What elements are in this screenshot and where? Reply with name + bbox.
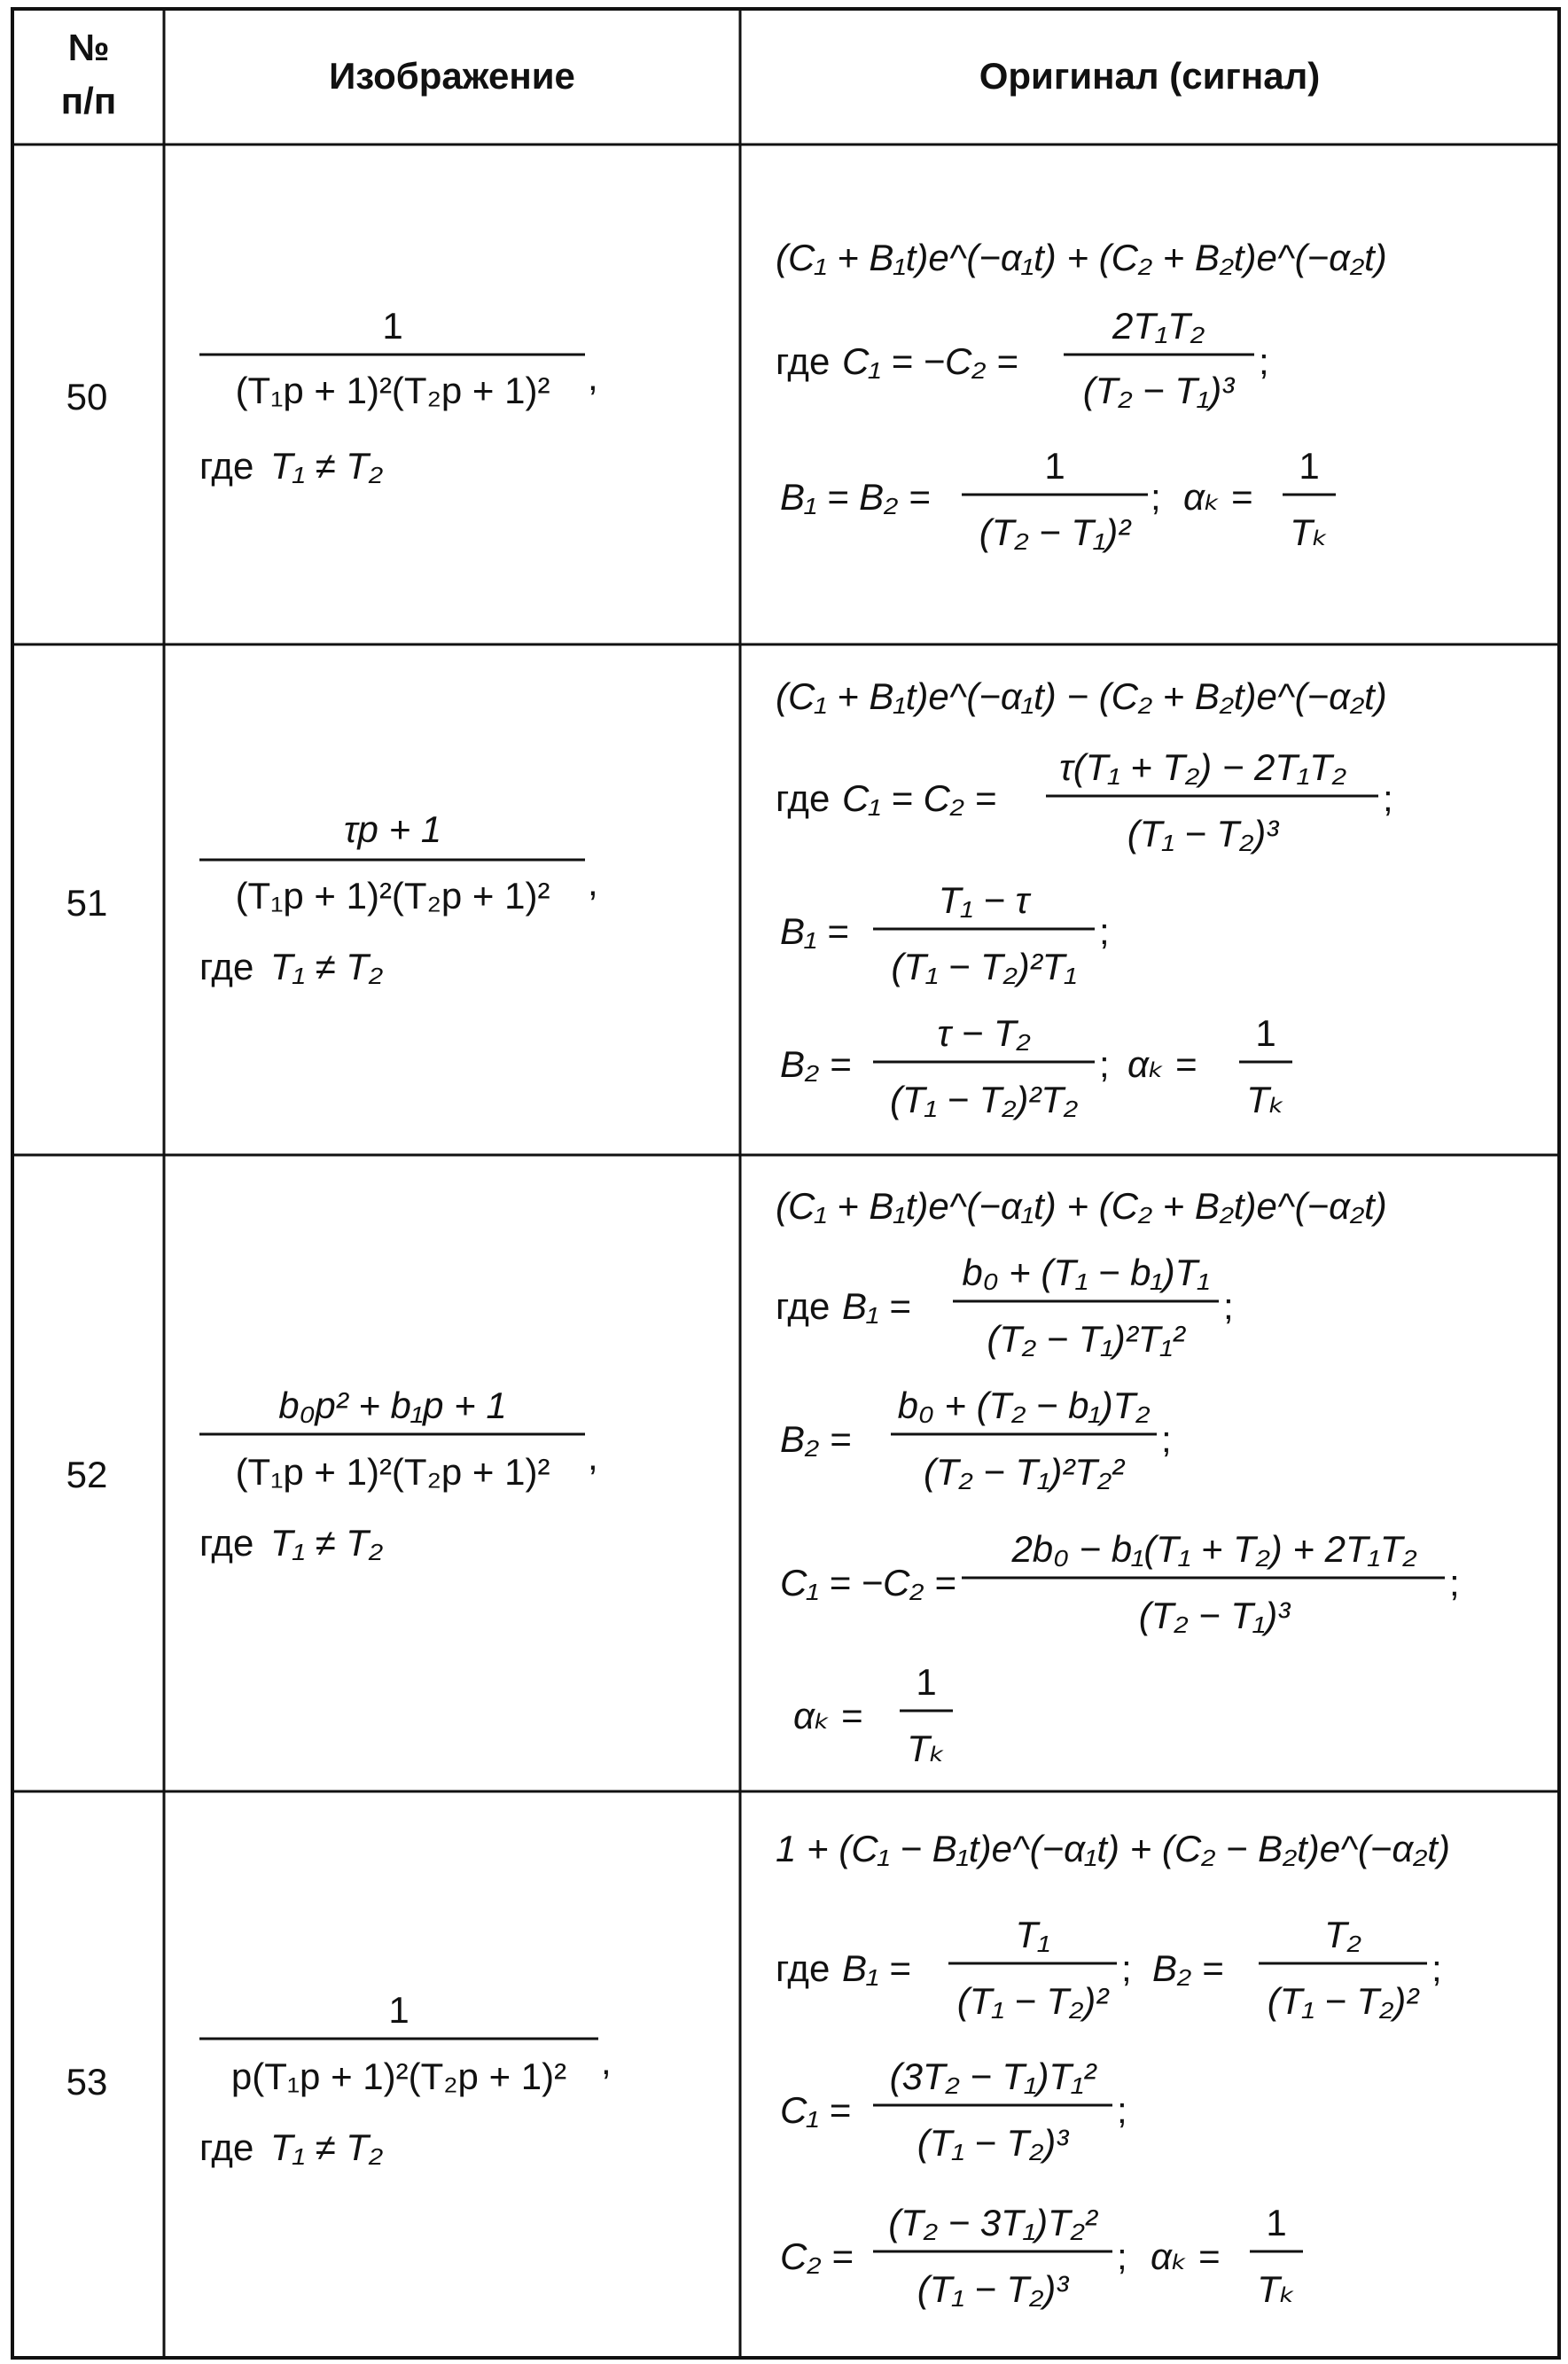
comma: ,: [588, 356, 598, 398]
c2-numerator: (T₂ − 3T₁)T₂²: [888, 2202, 1097, 2243]
c1-numerator: (3T₂ − T₁)T₁²: [889, 2056, 1096, 2097]
c-denominator: (T₂ − T₁)³: [1138, 1595, 1291, 1636]
table-row: [66, 1828, 1450, 2310]
condition: T₁ ≠ T₂: [270, 2126, 383, 2168]
c-lhs: C₁ = −C₂ =: [780, 1562, 956, 1603]
semicolon: ;: [1223, 1285, 1234, 1327]
alpha-lhs: αₖ =: [1183, 476, 1253, 518]
alpha-denominator: Tₖ: [1257, 2268, 1296, 2310]
b1-denominator: (T₂ − T₁)²T₁²: [987, 1318, 1185, 1360]
b2-lhs: B₂ =: [780, 1418, 852, 1460]
table-row: [66, 675, 1393, 1120]
where-word: где: [199, 445, 254, 487]
c-numerator: 2b₀ − b₁(T₁ + T₂) + 2T₁T₂: [1011, 1528, 1417, 1570]
c-lhs: C₁ = −C₂ =: [842, 340, 1018, 382]
b2-denominator: (T₁ − T₂)²T₂: [889, 1079, 1079, 1120]
condition: T₁ ≠ T₂: [270, 445, 383, 487]
image-numerator: τp + 1: [343, 808, 442, 850]
image-denominator: (T₁p + 1)²(T₂p + 1)²: [235, 370, 550, 411]
b2-numerator: τ − T₂: [937, 1012, 1031, 1054]
comma: ,: [588, 1436, 598, 1478]
b1-denominator: (T₁ − T₂)²: [956, 1980, 1109, 2022]
condition: T₁ ≠ T₂: [270, 1522, 383, 1564]
where-word: где: [776, 777, 831, 819]
b1-numerator: b₀ + (T₁ − b₁)T₁: [962, 1252, 1210, 1293]
b1-numerator: T₁: [1015, 1914, 1050, 1955]
alpha-lhs: αₖ =: [1127, 1043, 1197, 1085]
b2-denominator: (T₁ − T₂)²: [1267, 1980, 1419, 2022]
image-numerator: 1: [388, 1989, 410, 2031]
alpha-numerator: 1: [1255, 1012, 1276, 1054]
b-numerator: 1: [1044, 445, 1065, 487]
original-main: (C₁ + B₁t)e^(−α₁t) + (C₂ + B₂t)e^(−α₂t): [776, 237, 1387, 278]
b2-numerator: b₀ + (T₂ − b₁)T₂: [897, 1385, 1151, 1426]
c1-denominator: (T₁ − T₂)³: [917, 2122, 1069, 2164]
header-image: Изображение: [329, 55, 575, 97]
header-number-sign: №: [67, 27, 110, 68]
alpha-numerator: 1: [1266, 2202, 1287, 2243]
alpha-denominator: Tₖ: [1290, 511, 1329, 553]
original-main: (C₁ + B₁t)e^(−α₁t) + (C₂ + B₂t)e^(−α₂t): [776, 1185, 1387, 1227]
semicolon: ;: [1099, 910, 1110, 952]
semicolon: ;: [1383, 777, 1393, 819]
original-main: (C₁ + B₁t)e^(−α₁t) − (C₂ + B₂t)e^(−α₂t): [776, 675, 1387, 717]
semicolon: ;: [1259, 340, 1269, 382]
condition: T₁ ≠ T₂: [270, 946, 383, 987]
b1-numerator: T₁ − τ: [938, 879, 1030, 921]
semicolon: ;: [1099, 1043, 1110, 1085]
c-denominator: (T₂ − T₁)³: [1082, 370, 1235, 411]
original-formula: [776, 1828, 1450, 2310]
semicolon: ;: [1117, 2089, 1127, 2131]
original-formula: [776, 1185, 1460, 1769]
image-denominator: (T₁p + 1)²(T₂p + 1)²: [235, 1451, 550, 1493]
header-row: [61, 27, 1321, 121]
b2-numerator: T₂: [1324, 1914, 1361, 1955]
table-row: [66, 1185, 1460, 1769]
image-formula: [199, 1989, 612, 2168]
c2-denominator: (T₁ − T₂)³: [917, 2268, 1069, 2310]
semicolon: ;: [1161, 1418, 1172, 1460]
c-numerator: 2T₁T₂: [1112, 305, 1205, 347]
where-word: где: [199, 2126, 254, 2168]
b1-denominator: (T₁ − T₂)²T₁: [891, 946, 1077, 987]
row-number: 53: [66, 2061, 108, 2103]
row-number: 50: [66, 376, 108, 417]
original-formula: [776, 237, 1387, 553]
where-word: где: [199, 1522, 254, 1564]
c-denominator: (T₁ − T₂)³: [1127, 813, 1279, 854]
b-lhs: B₁ = B₂ =: [780, 476, 931, 518]
header-number-label: п/п: [60, 80, 117, 121]
image-numerator: 1: [382, 305, 403, 347]
row-number: 51: [66, 882, 108, 924]
b1-lhs: B₁ =: [842, 1947, 911, 1989]
row-number: 52: [66, 1454, 108, 1495]
alpha-lhs: αₖ =: [793, 1695, 863, 1736]
image-formula: [199, 305, 598, 487]
image-denominator: (T₁p + 1)²(T₂p + 1)²: [235, 875, 550, 917]
comma: ,: [601, 2040, 612, 2082]
image-formula: [199, 1385, 598, 1564]
where-word: где: [776, 340, 831, 382]
c-lhs: C₁ = C₂ =: [842, 777, 996, 819]
c-numerator: τ(T₁ + T₂) − 2T₁T₂: [1059, 746, 1346, 788]
alpha-numerator: 1: [1299, 445, 1320, 487]
image-formula: [199, 808, 598, 987]
c2-lhs: C₂ =: [780, 2235, 854, 2277]
header-original: Оригинал (сигнал): [979, 55, 1321, 97]
alpha-numerator: 1: [916, 1661, 937, 1703]
b1-lhs: B₁ =: [842, 1285, 911, 1327]
where-word: где: [199, 946, 254, 987]
comma: ,: [588, 862, 598, 903]
semicolon: ;: [1449, 1562, 1460, 1603]
b1-lhs: B₁ =: [780, 910, 849, 952]
image-numerator: b₀p² + b₁p + 1: [278, 1385, 507, 1426]
table-row: [66, 237, 1387, 553]
semicolon: ;: [1151, 476, 1161, 518]
semicolon: ;: [1431, 1947, 1442, 1989]
semicolon: ;: [1121, 1947, 1132, 1989]
image-denominator: p(T₁p + 1)²(T₂p + 1)²: [230, 2056, 567, 2097]
c1-lhs: C₁ =: [780, 2089, 851, 2131]
alpha-denominator: Tₖ: [907, 1728, 946, 1769]
original-formula: [776, 675, 1393, 1120]
b2-lhs: B₂ =: [1152, 1947, 1224, 1989]
original-main: 1 + (C₁ − B₁t)e^(−α₁t) + (C₂ − B₂t)e^(−α₂t): [776, 1828, 1450, 1869]
alpha-lhs: αₖ =: [1151, 2235, 1221, 2277]
semicolon: ;: [1117, 2235, 1127, 2277]
alpha-denominator: Tₖ: [1246, 1079, 1285, 1120]
b-denominator: (T₂ − T₁)²: [979, 511, 1131, 553]
where-word: где: [776, 1285, 831, 1327]
b2-denominator: (T₂ − T₁)²T₂²: [923, 1451, 1125, 1493]
b2-lhs: B₂ =: [780, 1043, 852, 1085]
where-word: где: [776, 1947, 831, 1989]
